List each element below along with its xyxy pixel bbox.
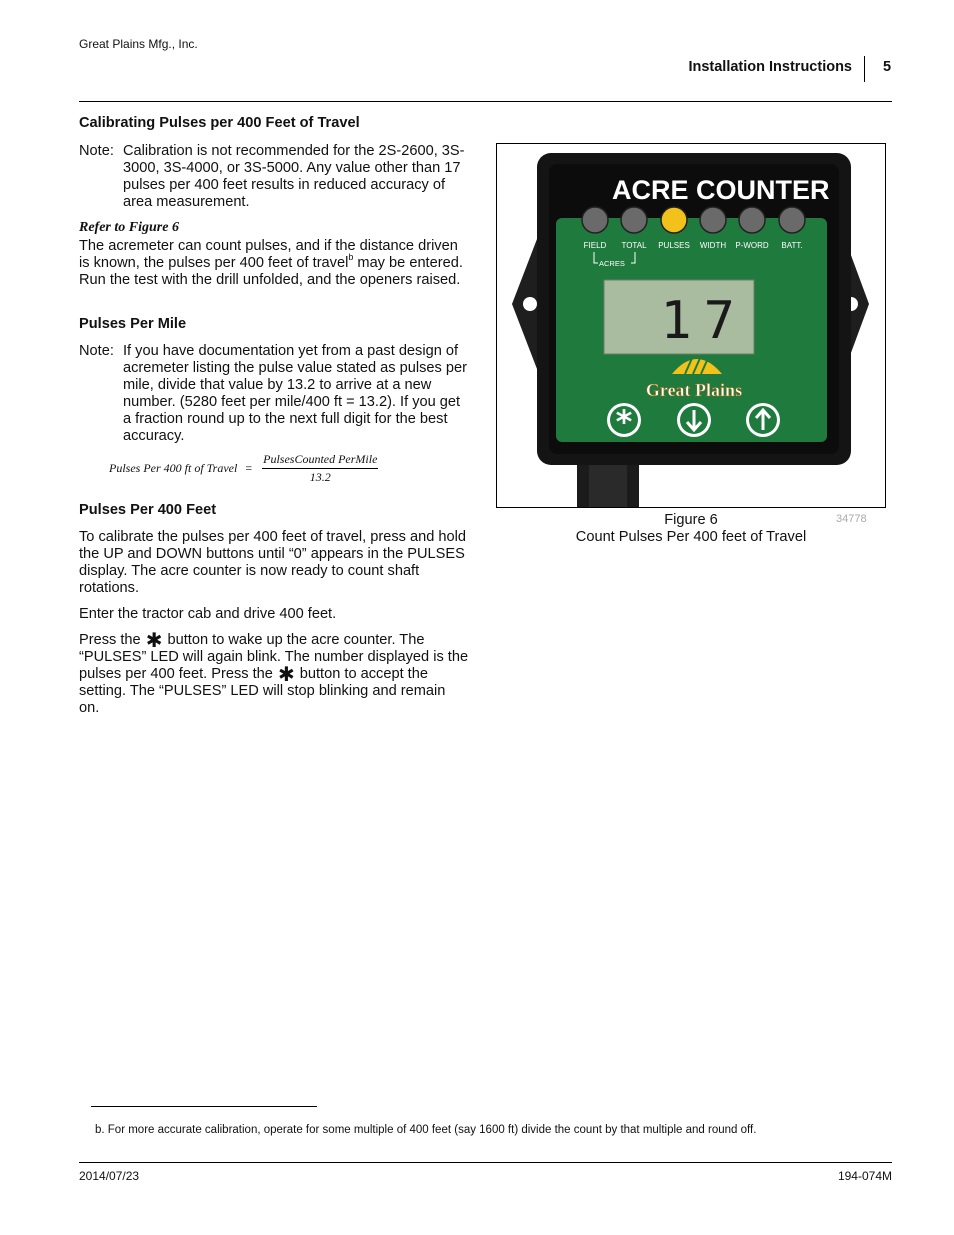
- led-batt: [779, 207, 805, 233]
- header-divider: [864, 56, 865, 82]
- led-label: PULSES: [658, 241, 690, 250]
- formula: [109, 452, 378, 485]
- figure-acre-counter: [496, 143, 886, 508]
- heading-pulses-per-400: Pulses Per 400 Feet: [79, 502, 217, 518]
- formula-lhs: Pulses Per 400 ft of Travel: [109, 461, 238, 475]
- page-number: 5: [883, 59, 892, 75]
- led-label: FIELD: [583, 241, 607, 250]
- mount-hole-left: [523, 297, 537, 311]
- formula-fraction: [262, 452, 378, 485]
- led-label: P-WORD: [735, 241, 769, 250]
- formula-denominator: 13.2: [309, 470, 331, 484]
- footnote-rule: [91, 1106, 317, 1107]
- note-pulses-mile: [79, 343, 469, 445]
- company-name: Great Plains Mfg., Inc.: [79, 37, 198, 51]
- down-button: [677, 403, 711, 437]
- led-pulses: [661, 207, 687, 233]
- press-text-a: Press the: [79, 632, 145, 648]
- brand-name: Great Plains: [645, 380, 743, 400]
- footnote-ref: b: [348, 252, 354, 263]
- heading-pulses-per-mile: Pulses Per Mile: [79, 316, 187, 332]
- calibrate-paragraph: To calibrate the pulses per 400 feet of travel, press and hold the UP and DOWN buttons until “0” appears in the PULSES display. The acre counter is now ready to count shaft rotations.: [79, 529, 466, 596]
- para-text-cont: may be entered. Run the test with the drill unfolded, and the openers raised.: [79, 255, 463, 288]
- asterisk-button-icon: ✱: [145, 630, 163, 652]
- footer-rule: [79, 1162, 892, 1163]
- press-text-b: button to wake up the acre counter. The “PULSES” LED will again blink. The number displayed is the pulses per 400 feet. Press the: [79, 632, 469, 682]
- led-label: TOTAL: [621, 241, 647, 250]
- figure-caption-title: Count Pulses Per 400 feet of Travel: [575, 529, 807, 545]
- formula-equals: =: [245, 461, 253, 475]
- figure-caption-number: Figure 6: [664, 512, 718, 528]
- figure-id: 34778: [836, 513, 867, 525]
- press-paragraph: [79, 632, 469, 717]
- acremeter-paragraph: [79, 238, 469, 289]
- led-label: WIDTH: [699, 241, 727, 250]
- led-width: [700, 207, 726, 233]
- note-text: If you have documentation yet from a past design of acremeter listing the pulse value stated as pulses per mile, divide that value by 13.2 to arrive at a new number. (5280 feet per mile/400 ft = 13.2). If you get a fraction round up to the next full digit for the best accuracy.: [123, 343, 467, 444]
- footer-doc-number: 194-074M: [837, 1169, 892, 1183]
- led-field: [582, 207, 608, 233]
- refer-figure: Refer to Figure 6: [79, 220, 179, 235]
- up-button: [746, 403, 780, 437]
- formula-numerator: PulsesCounted PerMile: [262, 452, 378, 469]
- section-title: Installation Instructions: [688, 59, 852, 75]
- footer-date: 2014/07/23: [79, 1169, 140, 1183]
- acre-counter-photo: [497, 144, 885, 507]
- star-icon: *: [615, 403, 633, 441]
- note-label: Note:: [79, 143, 114, 159]
- drive-paragraph: Enter the tractor cab and drive 400 feet.: [79, 606, 337, 622]
- note-label: Note:: [79, 343, 114, 359]
- note-calibration: [79, 143, 469, 211]
- press-text-c: button to accept the setting. The “PULSES” LED will stop blinking and remain on.: [79, 666, 446, 716]
- led-pword: [739, 207, 765, 233]
- device-title: ACRE COUNTER: [612, 175, 830, 205]
- header-rule: [79, 101, 892, 102]
- note-text: Calibration is not recommended for the 2S-2600, 3S-3000, 3S-4000, or 3S-5000. Any value other than 17 pulses per 400 feet results in reduced accuracy of area measurement.: [123, 143, 465, 210]
- asterisk-button-icon: ✱: [277, 664, 295, 686]
- led-total: [621, 207, 647, 233]
- lcd-value: 17: [660, 291, 747, 351]
- footnote-b: b. For more accurate calibration, operate for some multiple of 400 feet (say 1600 ft) divide the count by that multiple and round off.: [95, 1124, 757, 1136]
- acres-label: ACRES: [599, 259, 625, 268]
- heading-calibrating: Calibrating Pulses per 400 Feet of Travel: [79, 115, 360, 131]
- led-label: BATT.: [781, 241, 803, 250]
- para-text: The acremeter can count pulses, and if the distance driven is known, the pulses per 400 feet of travel: [79, 238, 458, 271]
